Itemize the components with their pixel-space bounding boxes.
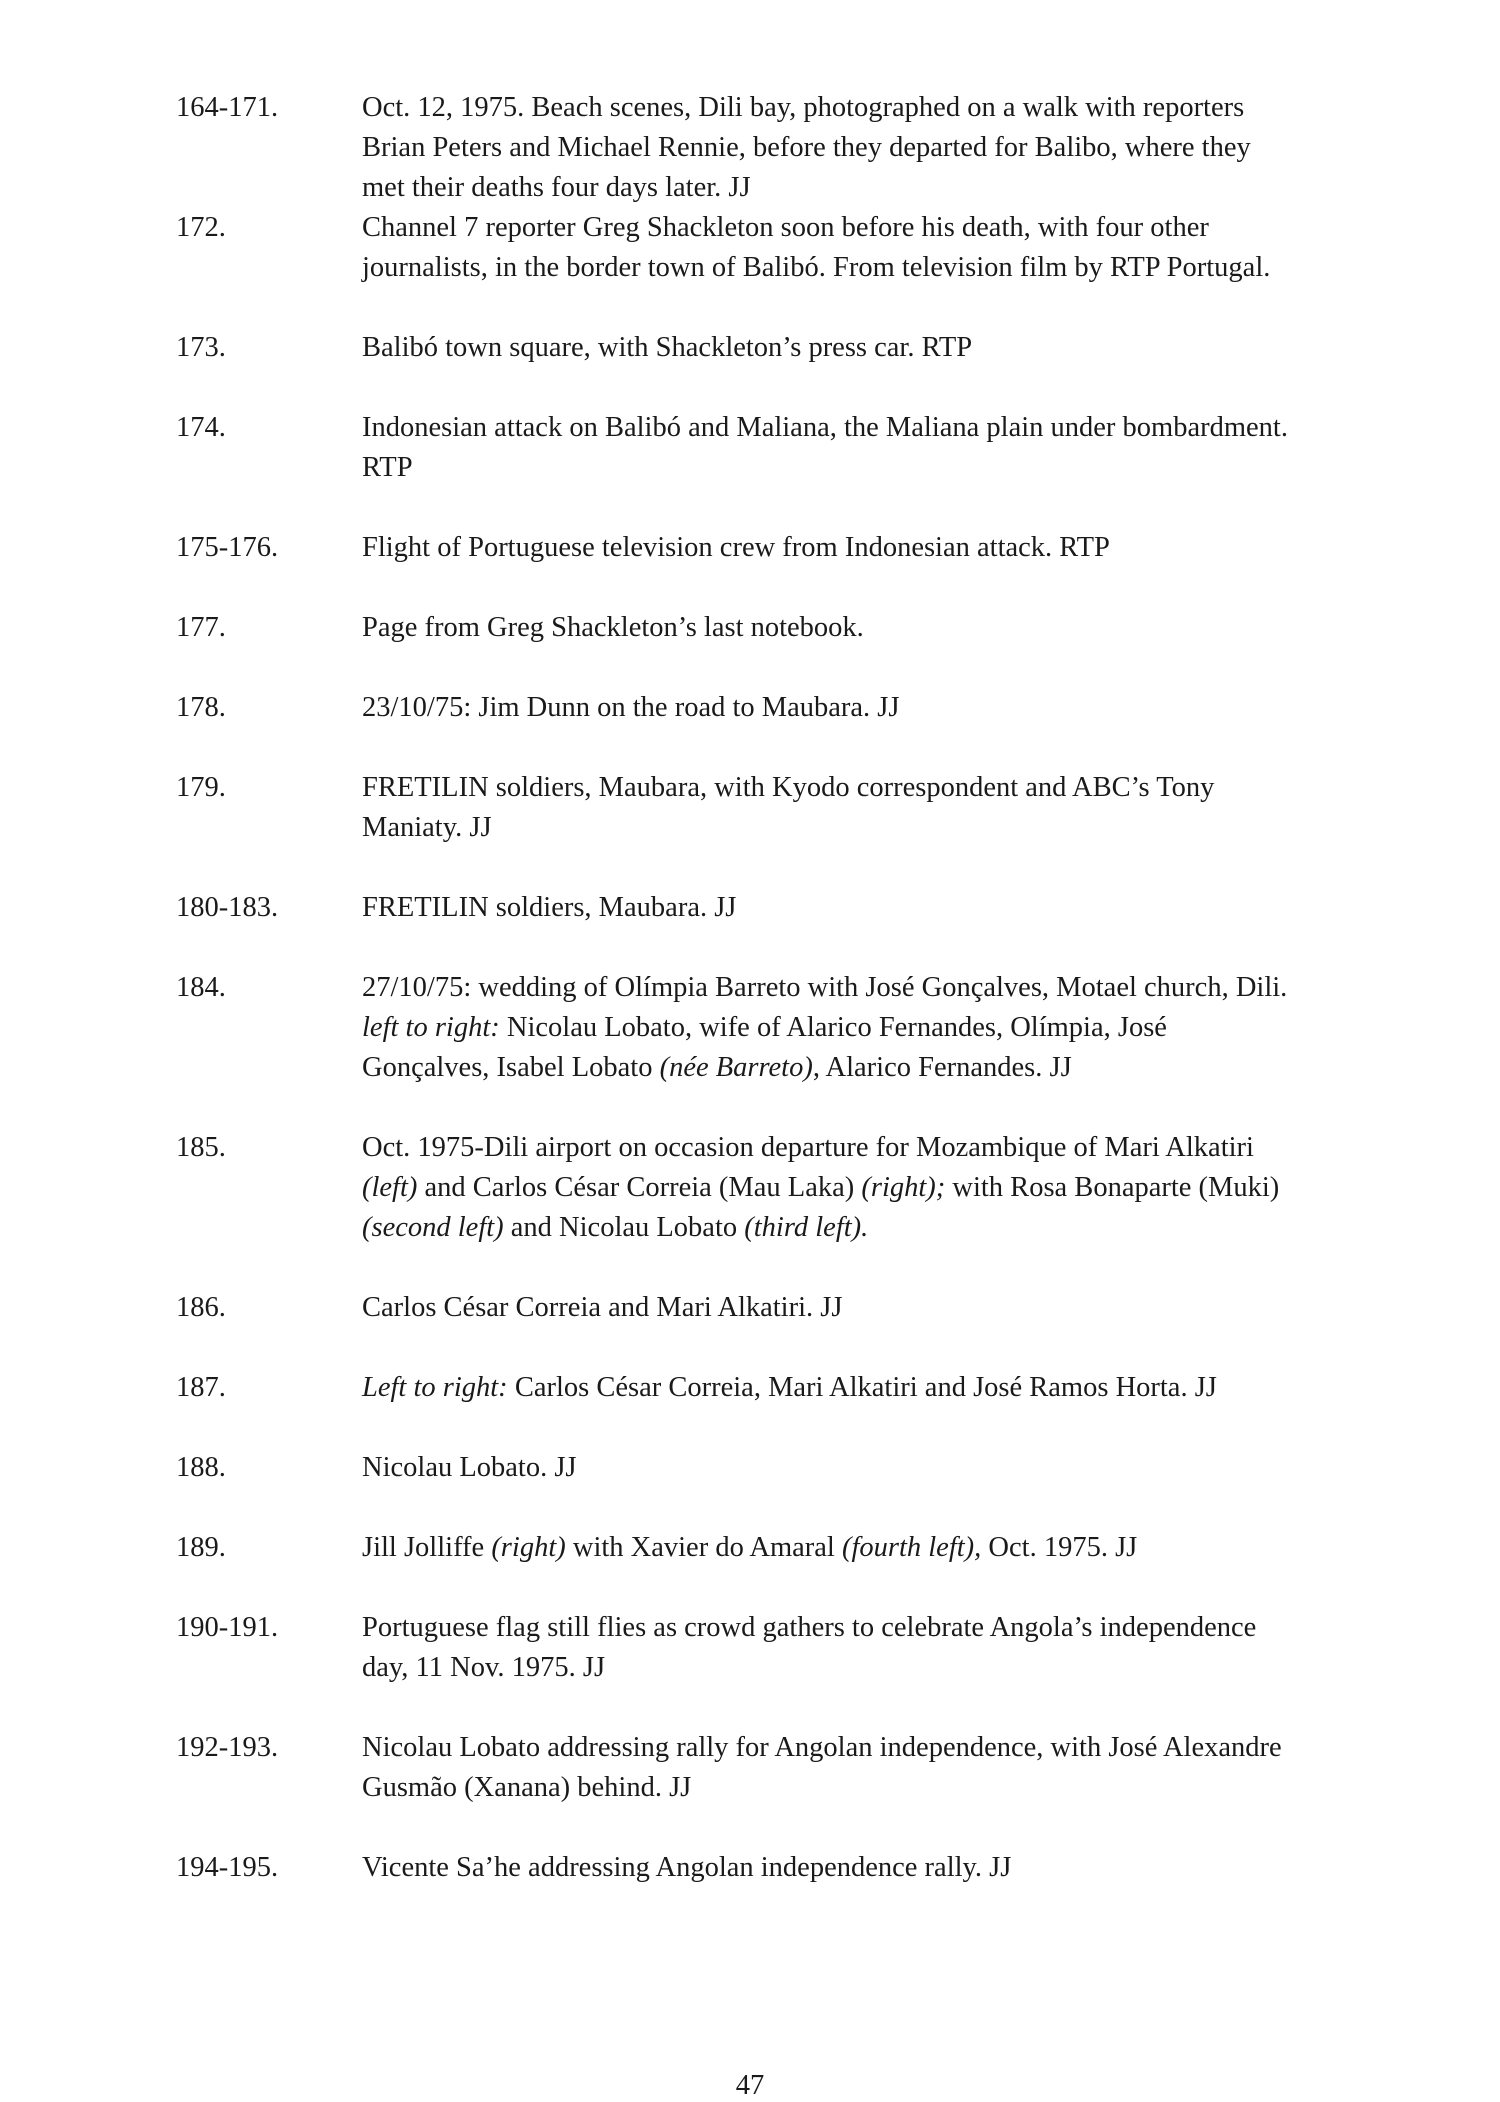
entry-number: 179. bbox=[176, 772, 226, 803]
text-segment: 23/10/75: Jim Dunn on the road to Maubara. JJ bbox=[362, 692, 900, 723]
description-line bbox=[362, 328, 1362, 368]
entry-number: 184. bbox=[176, 972, 226, 1003]
text-segment: and Carlos César Correia (Mau Laka) bbox=[417, 1172, 862, 1203]
italic-text: (née Barreto) bbox=[659, 1052, 813, 1083]
entry-number: 174. bbox=[176, 412, 226, 443]
text-segment: Jill Jolliffe bbox=[362, 1532, 492, 1563]
description-line bbox=[362, 888, 1362, 928]
entry-number: 164-171. bbox=[176, 92, 279, 123]
description-line bbox=[362, 688, 1362, 728]
text-segment: Indonesian attack on Balibó and Maliana, the Maliana plain under bombardment. bbox=[362, 412, 1288, 443]
text-segment: Portuguese flag still flies as crowd gathers to celebrate Angola’s independence bbox=[362, 1612, 1257, 1643]
text-segment: with Xavier do Amaral bbox=[565, 1532, 842, 1563]
description-line bbox=[362, 1288, 1362, 1328]
text-segment: Gusmão (Xanana) behind. JJ bbox=[362, 1772, 692, 1803]
description-line bbox=[362, 1048, 1362, 1088]
description-line bbox=[362, 1128, 1362, 1168]
entry-number: 194-195. bbox=[176, 1852, 279, 1883]
entry-description bbox=[362, 1448, 1362, 1488]
text-segment: with Rosa Bonaparte (Muki) bbox=[945, 1172, 1280, 1203]
text-segment: Oct. 1975-Dili airport on occasion departure for Mozambique of Mari Alkatiri bbox=[362, 1132, 1254, 1163]
text-segment: Nicolau Lobato. JJ bbox=[362, 1452, 577, 1483]
entry-number: 173. bbox=[176, 332, 226, 363]
description-line bbox=[362, 1608, 1362, 1648]
text-segment: Gonçalves, Isabel Lobato bbox=[362, 1052, 660, 1083]
italic-text: Left to right: bbox=[362, 1372, 508, 1403]
entry-description bbox=[362, 968, 1362, 1088]
entry-description bbox=[362, 888, 1362, 928]
text-segment: Carlos César Correia, Mari Alkatiri and José Ramos Horta. JJ bbox=[507, 1372, 1217, 1403]
text-segment: journalists, in the border town of Balibó. From television film by RTP Portugal. bbox=[362, 252, 1271, 283]
entry-description bbox=[362, 208, 1362, 288]
text-segment: Nicolau Lobato addressing rally for Angolan independence, with José Alexandre bbox=[362, 1732, 1282, 1763]
text-segment: Oct. 12, 1975. Beach scenes, Dili bay, photographed on a walk with reporters bbox=[362, 92, 1245, 123]
italic-text: (left) bbox=[362, 1172, 418, 1203]
text-segment: Carlos César Correia and Mari Alkatiri. JJ bbox=[362, 1292, 843, 1323]
italic-text: (third left). bbox=[744, 1212, 869, 1243]
description-line bbox=[362, 768, 1362, 808]
entry-description bbox=[362, 1608, 1362, 1688]
entry-number: 175-176. bbox=[176, 532, 279, 563]
description-line bbox=[362, 968, 1362, 1008]
description-line bbox=[362, 1008, 1362, 1048]
entry-description bbox=[362, 1528, 1362, 1568]
description-line bbox=[362, 208, 1362, 248]
entry-number: 180-183. bbox=[176, 892, 279, 923]
text-segment: FRETILIN soldiers, Maubara. JJ bbox=[362, 892, 737, 923]
entry-description bbox=[362, 1848, 1362, 1888]
entry-description bbox=[362, 528, 1362, 568]
italic-text: (second left) bbox=[362, 1212, 504, 1243]
description-line bbox=[362, 248, 1362, 288]
description-line bbox=[362, 1728, 1362, 1768]
description-line bbox=[362, 1768, 1362, 1808]
text-segment: and Nicolau Lobato bbox=[503, 1212, 745, 1243]
entry-number: 178. bbox=[176, 692, 226, 723]
entry-description bbox=[362, 328, 1362, 368]
text-segment: Channel 7 reporter Greg Shackleton soon before his death, with four other bbox=[362, 212, 1209, 243]
description-line bbox=[362, 1848, 1362, 1888]
entry-number: 187. bbox=[176, 1372, 226, 1403]
entry-number: 185. bbox=[176, 1132, 226, 1163]
text-segment: day, 11 Nov. 1975. JJ bbox=[362, 1652, 606, 1683]
entry-number: 192-193. bbox=[176, 1732, 279, 1763]
italic-text: left to right: bbox=[362, 1012, 500, 1043]
entry-number: 172. bbox=[176, 212, 226, 243]
description-line bbox=[362, 528, 1362, 568]
description-line bbox=[362, 808, 1362, 848]
text-segment: Oct. 1975. JJ bbox=[981, 1532, 1138, 1563]
text-segment: RTP bbox=[362, 452, 413, 483]
description-line bbox=[362, 448, 1362, 488]
entry-description bbox=[362, 408, 1362, 488]
description-line bbox=[362, 1648, 1362, 1688]
entry-number: 186. bbox=[176, 1292, 226, 1323]
italic-text: (right); bbox=[861, 1172, 946, 1203]
italic-text: (right) bbox=[491, 1532, 566, 1563]
description-line bbox=[362, 608, 1362, 648]
text-segment: Brian Peters and Michael Rennie, before they departed for Balibo, where they bbox=[362, 132, 1251, 163]
text-segment: , Alarico Fernandes. JJ bbox=[812, 1052, 1072, 1083]
text-segment: Nicolau Lobato, wife of Alarico Fernandes, Olímpia, José bbox=[499, 1012, 1167, 1043]
entry-description bbox=[362, 768, 1362, 848]
description-line bbox=[362, 1208, 1362, 1248]
entry-description bbox=[362, 1288, 1362, 1328]
description-line bbox=[362, 88, 1362, 128]
text-segment: met their deaths four days later. JJ bbox=[362, 172, 751, 203]
description-line bbox=[362, 1168, 1362, 1208]
text-segment: Balibó town square, with Shackleton’s press car. RTP bbox=[362, 332, 973, 363]
text-segment: FRETILIN soldiers, Maubara, with Kyodo correspondent and ABC’s Tony bbox=[362, 772, 1215, 803]
entry-description bbox=[362, 1728, 1362, 1808]
description-line bbox=[362, 1528, 1362, 1568]
description-line bbox=[362, 408, 1362, 448]
entry-description bbox=[362, 1368, 1362, 1408]
entry-description bbox=[362, 608, 1362, 648]
entry-number: 188. bbox=[176, 1452, 226, 1483]
entry-number: 177. bbox=[176, 612, 226, 643]
description-line bbox=[362, 128, 1362, 168]
text-segment: 27/10/75: wedding of Olímpia Barreto with José Gonçalves, Motael church, Dili. bbox=[362, 972, 1288, 1003]
text-segment: Page from Greg Shackleton’s last notebook. bbox=[362, 612, 864, 643]
entry-description bbox=[362, 1128, 1362, 1248]
entry-description bbox=[362, 688, 1362, 728]
description-line bbox=[362, 1448, 1362, 1488]
text-segment: Flight of Portuguese television crew from Indonesian attack. RTP bbox=[362, 532, 1110, 563]
description-line bbox=[362, 168, 1362, 208]
text-segment: Vicente Sa’he addressing Angolan independence rally. JJ bbox=[362, 1852, 1012, 1883]
entry-number: 189. bbox=[176, 1532, 226, 1563]
entry-number: 190-191. bbox=[176, 1612, 279, 1643]
entry-description bbox=[362, 88, 1362, 208]
text-segment: Maniaty. JJ bbox=[362, 812, 492, 843]
description-line bbox=[362, 1368, 1362, 1408]
page-number: 47 bbox=[735, 2070, 765, 2101]
italic-text: (fourth left), bbox=[841, 1532, 982, 1563]
